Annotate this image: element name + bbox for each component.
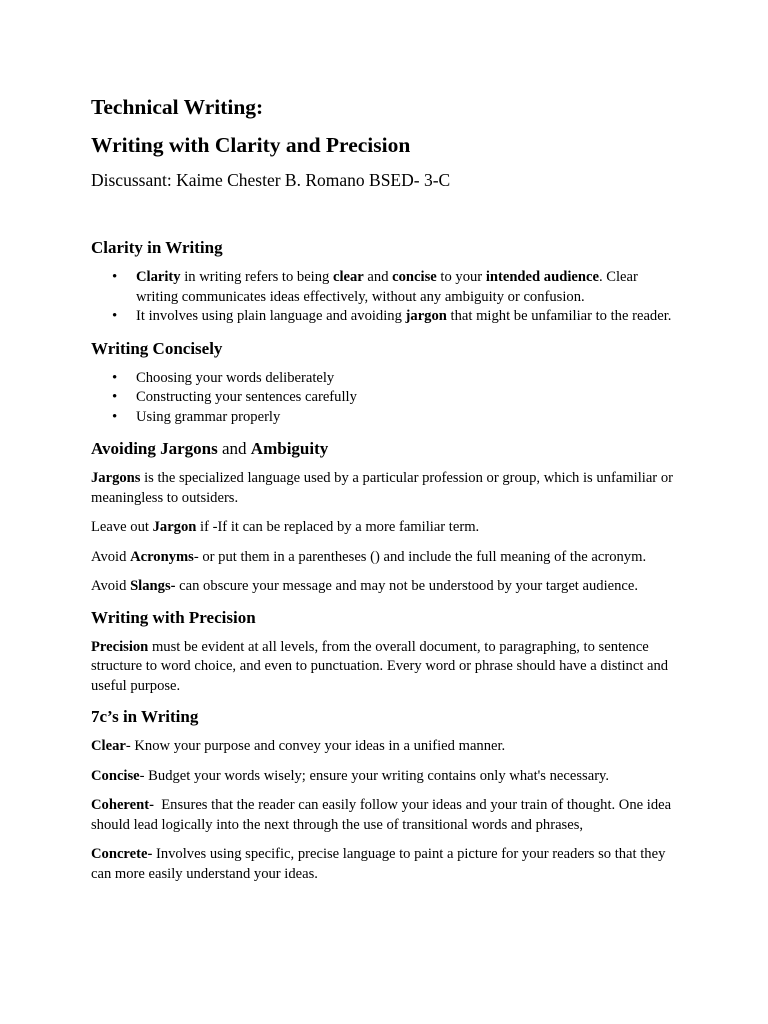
heading-avoiding-jargons: Avoiding Jargons and Ambiguity bbox=[91, 439, 329, 458]
heading-writing-concisely: Writing Concisely bbox=[91, 338, 223, 358]
paragraph-concise: Concise- Budget your words wisely; ensure your writing contains only what's necessary. bbox=[91, 767, 610, 784]
document-title: Technical Writing: bbox=[91, 95, 264, 119]
paragraph-leave-out-jargon: Leave out Jargon if -If it can be replaced by a more familiar term. bbox=[91, 519, 480, 535]
paragraph-coherent: Coherent- Ensures that the reader can easily follow your ideas and your train of thought. One idea should lead logically into the next through the use of transitional words and phrases, bbox=[91, 797, 675, 833]
list-item: • Using grammar properly bbox=[136, 408, 678, 428]
paragraph-clear: Clear- Know your purpose and convey your ideas in a unified manner. bbox=[91, 738, 506, 754]
list-item: • Choosing your words deliberately bbox=[136, 369, 678, 389]
paragraph-avoid-acronyms: Avoid Acronyms- or put them in a parentheses () and include the full meaning of the acronym. bbox=[91, 548, 647, 565]
concise-list bbox=[91, 369, 678, 428]
list-item: • It involves using plain language and avoiding jargon that might be unfamiliar to the reader. bbox=[136, 307, 678, 327]
list-item: • Clarity in writing refers to being clear and concise to your intended audience. Clear writing communicates ideas effectively, without any ambiguity or confusion. bbox=[136, 268, 678, 307]
heading-7cs-in-writing: 7c’s in Writing bbox=[91, 707, 199, 726]
document-subtitle: Writing with Clarity and Precision bbox=[91, 133, 411, 157]
paragraph-jargons-definition: Jargons is the specialized language used by a particular profession or group, which is unfamiliar or meaningless to outsiders. bbox=[91, 470, 673, 506]
paragraph-concrete: Concrete- Involves using specific, precise language to paint a picture for your readers so that they can more easily understand your ideas. bbox=[91, 846, 666, 882]
discussant-line: Discussant: Kaime Chester B. Romano BSED- 3-C bbox=[91, 170, 451, 190]
clarity-list bbox=[91, 268, 678, 327]
heading-writing-with-precision: Writing with Precision bbox=[91, 607, 256, 627]
heading-clarity-in-writing: Clarity in Writing bbox=[91, 238, 223, 257]
paragraph-avoid-slangs: Avoid Slangs- can obscure your message and may not be understood by your target audience. bbox=[91, 578, 639, 594]
paragraph-precision: Precision must be evident at all levels, from the overall document, to paragraphing, to sentence structure to word choice, and even to punctuation. Every word or phrase should have a distinct and useful purpose. bbox=[91, 638, 669, 694]
list-item: • Constructing your sentences carefully bbox=[136, 388, 678, 408]
